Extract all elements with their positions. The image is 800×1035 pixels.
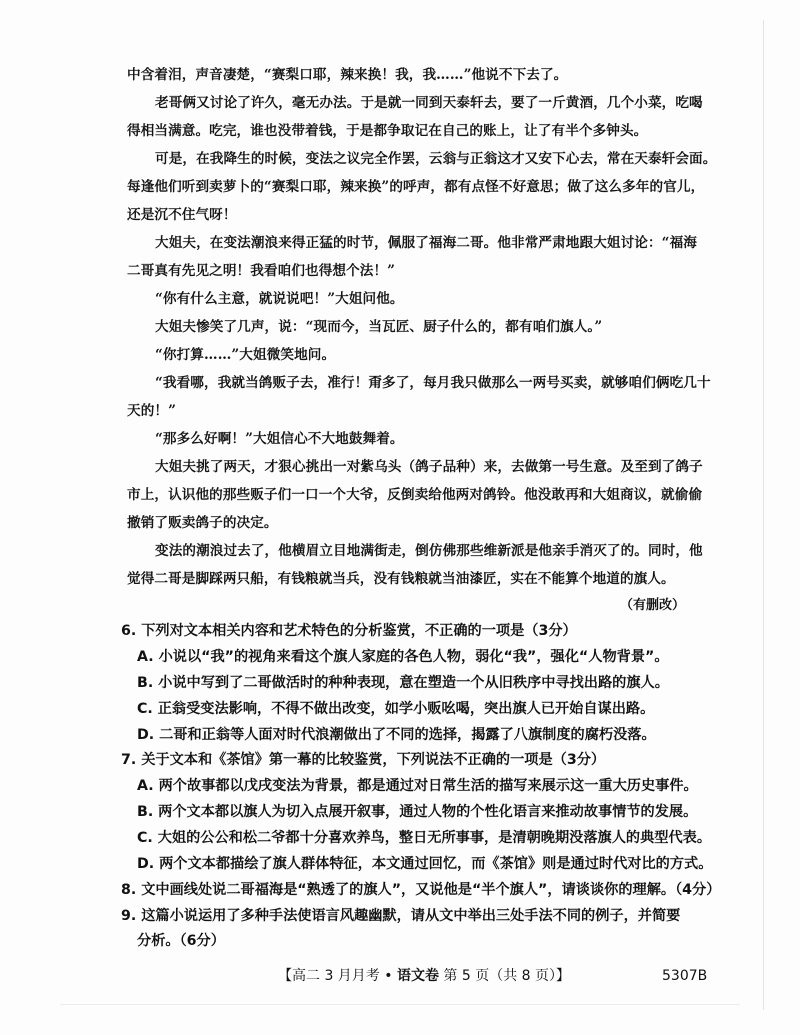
passage-line: 可是，在我降生的时候，变法之议完全作罢，云翁与正翁这才又安下心去，常在天泰轩会面。 xyxy=(155,151,717,167)
source-note: （有删改） xyxy=(619,598,685,613)
scan-edge-right xyxy=(763,20,764,1010)
footer-subject: 语文卷 xyxy=(396,968,439,984)
passage-line: 大姐夫惨笑了几声，说：“现而今，当瓦匠、厨子什么的，都有咱们旗人。” xyxy=(155,319,603,335)
scan-edge-bottom xyxy=(60,1004,740,1005)
passage-line: 天的！” xyxy=(127,403,177,419)
passage-line: 觉得二哥是脚踩两只船，有钱粮就当兵，没有钱粮就当油漆匠，实在不能算个地道的旗人。 xyxy=(127,571,675,587)
question-6-stem: 6. 下列对文本相关内容和艺术特色的分析鉴赏，不正确的一项是（3分） xyxy=(121,623,577,639)
passage-line: 市上，认识他的那些贩子们一口一个大爷，反倒卖给他两对鸽铃。他没敢再和大姐商议，就偷偷 xyxy=(127,487,703,503)
question-9-stem: 9. 这篇小说运用了多种手法使语言风趣幽默，请从文中举出三处手法不同的例子，并简要 xyxy=(121,908,681,924)
question-7-option-b: B. 两个文本都以旗人为切入点展开叙事，通过人物的个性化语言来推动故事情节的发展。 xyxy=(137,804,698,820)
passage-line: “你打算……”大姐微笑地问。 xyxy=(155,347,336,363)
question-8-stem: 8. 文中画线处说二哥福海是“熟透了的旗人”，又说他是“半个旗人”，请谈谈你的理解。（4分） xyxy=(121,882,721,898)
passage-line: “你有什么主意，就说说吧！”大姐问他。 xyxy=(155,291,404,307)
passage-line: 大姐夫挑了两天，才狠心挑出一对紫乌头（鸽子品种）来，去做第一号生意。及至到了鸽子 xyxy=(155,459,703,475)
page-footer xyxy=(278,966,570,986)
question-6-option-c: C. 正翁受变法影响，不得不做出改变，如学小贩吆喝，突出旗人已开始自谋出路。 xyxy=(137,701,655,717)
passage-line: 变法的潮浪过去了，他横眉立目地满街走，倒仿佛那些维新派是他亲手消灭了的。同时，他 xyxy=(155,543,703,559)
passage-line: 二哥真有先见之明！我看咱们也得想个法！” xyxy=(127,263,396,279)
footer-page: 第 5 页（共 8 页）】 xyxy=(438,968,571,984)
question-7-option-c: C. 大姐的公公和松二爷都十分喜欢养鸟，整日无所事事，是清朝晚期没落旗人的典型代表。 xyxy=(137,830,712,846)
passage-line: 撤销了贩卖鸽子的决定。 xyxy=(127,515,278,531)
question-7-option-a: A. 两个故事都以戊戌变法为背景，都是通过对日常生活的描写来展示这一重大历史事件。 xyxy=(137,778,698,794)
question-7-option-d: D. 两个文本都描绘了旗人群体特征，本文通过回忆，而《茶馆》则是通过时代对比的方式。 xyxy=(137,856,713,872)
question-9-continuation: 分析。（6分） xyxy=(137,933,225,949)
question-6-option-b: B. 小说中写到了二哥做活时的种种表现，意在塑造一个从旧秩序中寻找出路的旗人。 xyxy=(137,675,669,691)
passage-line: “我看哪，我就当鸽贩子去，准行！甭多了，每月我只做那么一两号买卖，就够咱们俩吃几十 xyxy=(155,375,711,391)
passage-line: 大姐夫，在变法潮浪来得正猛的时节，佩服了福海二哥。他非常严肃地跟大姐讨论：“福海 xyxy=(155,235,697,251)
footer-open: 【高二 3 月月考 • xyxy=(278,968,397,984)
passage-line: 每逢他们听到卖萝卜的“赛梨口耶，辣来换”的呼声，都有点怪不好意思；做了这么多年的官儿， xyxy=(127,179,705,195)
question-7-stem: 7. 关于文本和《茶馆》第一幕的比较鉴赏，下列说法不正确的一项是（3分） xyxy=(121,752,606,768)
paper-code: 5307B xyxy=(662,968,708,984)
passage-line: 还是沉不住气呀！ xyxy=(127,207,237,223)
passage-line: “那多么好啊！”大姐信心不大地鼓舞着。 xyxy=(155,431,404,447)
question-6-option-d: D. 二哥和正翁等人面对时代浪潮做出了不同的选择，揭露了八旗制度的腐朽没落。 xyxy=(137,727,656,743)
passage-line: 中含着泪，声音凄楚，“赛梨口耶，辣来换！我，我……”他说不下去了。 xyxy=(127,67,568,83)
passage-line: 老哥俩又讨论了许久，毫无办法。于是就一同到天泰轩去，要了一斤黄酒，几个小菜，吃喝 xyxy=(155,95,703,111)
passage-line: 得相当满意。吃完，谁也没带着钱，于是都争取记在自己的账上，让了有半个多钟头。 xyxy=(127,123,648,139)
question-6-option-a: A. 小说以“我”的视角来看这个旗人家庭的各色人物，弱化“我”，强化“人物背景”。 xyxy=(137,649,669,665)
